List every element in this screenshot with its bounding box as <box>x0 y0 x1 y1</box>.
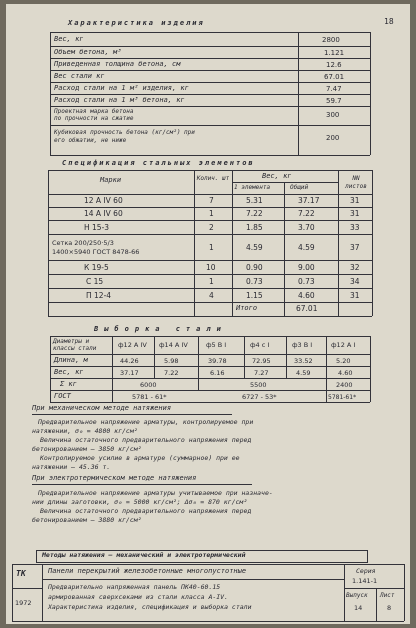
spec-one: 7.22 <box>246 209 263 218</box>
spec-count: 1 <box>209 209 214 218</box>
stamp-desc-line: армированная сверхсеками из стали класса А-IV. <box>48 593 229 601</box>
spec-count: 7 <box>209 196 214 205</box>
selection-cell: 5781 - 61* <box>132 393 167 401</box>
drawing-sheet <box>6 4 410 624</box>
char-value-weight: 2800 <box>322 36 340 44</box>
spec-one: 5.31 <box>246 196 263 205</box>
char-label-thickness: Приведенная толщина бетона, см <box>54 60 181 68</box>
selection-cell: 4.59 <box>296 369 311 377</box>
mech-heading: При механическом методе натяжения <box>32 404 172 412</box>
spec-mark: К 19-5 <box>84 263 109 272</box>
page-number: 18 <box>384 17 394 26</box>
spec-header-weight: Вес, кг <box>262 172 292 180</box>
spec-total: 4.59 <box>298 243 315 252</box>
selection-col-header: ф12 А IV <box>118 341 147 349</box>
spec-count: 10 <box>206 263 216 272</box>
spec-mark: 14 А IV 60 <box>84 209 123 218</box>
spec-count: 4 <box>209 291 214 300</box>
mech-line: натяжении, σ₀ = 4800 кг/см² <box>32 427 138 435</box>
mech-line: натяжении — 45.36 т. <box>32 463 111 471</box>
stamp-desc-line: Характеристика изделия, спецификация и выборка стали <box>48 603 252 611</box>
stamp-tk: ТК <box>16 569 26 578</box>
spec-header-one-element: 1 элемента <box>234 184 271 191</box>
spec-count: 1 <box>209 243 214 252</box>
spec-sheet: 31 <box>350 209 360 218</box>
selection-cell: 5781-61* <box>328 394 357 401</box>
spec-total-label: Итого <box>236 304 258 312</box>
char-label-steel-weight: Вес стали кг <box>54 72 105 80</box>
spec-count: 2 <box>209 223 214 232</box>
char-value-steel-per-m2: 7.47 <box>326 85 342 93</box>
char-value-concrete-volume: 1.121 <box>324 49 345 57</box>
selection-cell: 4.60 <box>338 369 353 377</box>
selection-cell: 2400 <box>336 381 353 389</box>
spec-mark: 12 А IV 60 <box>84 196 123 205</box>
spec-sheet: 37 <box>350 243 360 252</box>
spec-total: 37.17 <box>298 196 320 205</box>
char-value-thickness: 12.6 <box>326 61 342 69</box>
stamp-series-value: 1.141-1 <box>352 577 378 585</box>
char-label-cube-strength: Кубиковая прочность бетона (кг/см²) при его обжатии, не ниже <box>54 129 195 144</box>
char-label-weight: Вес, кг <box>54 35 84 43</box>
selection-col-header: ф14 А IV <box>159 341 188 349</box>
stamp-sheet-label: Лист <box>380 592 395 599</box>
selection-cell: 7.27 <box>254 369 269 377</box>
stamp-title: Панели перекрытий железобетонные многопустотные <box>48 567 247 575</box>
spec-one: 0.90 <box>246 263 263 272</box>
char-label-steel-per-m2: Расход стали на 1 м² изделия, кг <box>54 84 189 92</box>
char-value-steel-per-m3: 59.7 <box>326 97 342 105</box>
spec-total: 3.70 <box>298 223 315 232</box>
spec-count: 1 <box>209 277 214 286</box>
selection-cell: 44.26 <box>120 357 139 365</box>
selection-diam-label: Диаметры и классы стали <box>53 338 97 352</box>
stamp-year: 1972 <box>15 599 32 607</box>
selection-title: Выборка стали <box>94 325 227 333</box>
spec-sheet: 33 <box>350 223 360 232</box>
stamp-desc-line: Предварительно напряженная панель ПК40-60.15 <box>48 583 221 591</box>
selection-row-label: Длина, м <box>54 356 88 364</box>
elec-line: бетонированием — 3880 кг/см² <box>32 516 142 524</box>
selection-cell: 37.17 <box>120 369 139 377</box>
selection-cell: 5.20 <box>336 357 351 365</box>
elec-line: Величина остаточного предварительного напряжения перед <box>40 507 252 515</box>
selection-cell: 39.78 <box>208 357 227 365</box>
char-value-cube-strength: 200 <box>326 134 340 142</box>
selection-col-header: ф5 В I <box>206 341 227 349</box>
stamp-issue-value: 14 <box>354 604 363 612</box>
spec-one: 1.15 <box>246 291 263 300</box>
spec-one: 4.59 <box>246 243 263 252</box>
spec-total: 9.00 <box>298 263 315 272</box>
spec-sheet: 31 <box>350 291 360 300</box>
char-value-steel-weight: 67.01 <box>324 73 345 81</box>
mech-line: Контролируемое усилие в арматуре (суммарное) при ее <box>40 454 240 462</box>
spec-total: 0.73 <box>298 277 315 286</box>
selection-cell: 5.98 <box>164 357 179 365</box>
char-label-concrete-volume: Объем бетона, м³ <box>54 48 122 56</box>
selection-col-header: ф3 В I <box>292 341 313 349</box>
mech-line: Величина остаточного предварительного напряжения перед <box>40 436 252 444</box>
spec-header-count: Колич. шт <box>196 175 230 182</box>
spec-mark: П 12-4 <box>86 291 112 300</box>
spec-total: 4.60 <box>298 291 315 300</box>
spec-sheet: 32 <box>350 263 360 272</box>
selection-row-label: Вес, кг <box>54 368 84 376</box>
selection-cell: 6727 - 53* <box>242 393 277 401</box>
spec-header-sheets: NN листов <box>345 175 367 190</box>
selection-cell: 72.95 <box>252 357 271 365</box>
spec-header-marks: Марки <box>100 176 122 184</box>
elec-line: Предварительное напряжение арматуры учитываемое при назначе- <box>38 489 273 497</box>
char-label-concrete-grade: Проектная марка бетона по прочности на сжатие <box>54 108 134 122</box>
selection-row-label: Σ кг <box>60 380 77 388</box>
methods-line: Методы натяжения — механический и электротермический <box>42 551 246 559</box>
selection-cell: 7.22 <box>164 369 179 377</box>
stamp-series-label: Серия <box>356 567 376 575</box>
stamp-sheet-value: 8 <box>387 604 392 612</box>
selection-cell: 6000 <box>140 381 157 389</box>
selection-cell: 6.16 <box>210 369 225 377</box>
spec-total-value: 67.01 <box>296 304 318 313</box>
selection-col-header: ф12 А I <box>331 341 356 349</box>
spec-one: 1.85 <box>246 223 263 232</box>
spec-mark: Н 15-3 <box>84 223 110 232</box>
elec-heading: При электротермическом методе натяжения <box>32 474 197 482</box>
selection-cell: 33.52 <box>294 357 313 365</box>
spec-one: 0.73 <box>246 277 263 286</box>
spec-mark: С 15 <box>86 277 104 286</box>
char-value-concrete-grade: 300 <box>326 111 340 119</box>
characteristics-title: Характеристика изделия <box>68 19 205 27</box>
char-label-steel-per-m3: Расход стали на 1 м³ бетона, кг <box>54 96 185 104</box>
spec-sheet: 31 <box>350 196 360 205</box>
spec-mark-mesh: Сетка 200/250·5/3 1400×5940 ГОСТ 8478-66 <box>52 239 140 256</box>
mech-line: бетонированием — 3850 кг/см² <box>32 445 142 453</box>
elec-line: нии длины заготовки, σ₀ = 5000 кг/см²; Δσ₀ = 870 кг/см² <box>32 498 248 506</box>
mech-line: Предварительное напряжение арматуры, контролируемое при <box>38 418 254 426</box>
spec-title: Спецификация стальных элементов <box>62 159 255 167</box>
spec-header-total: Общий <box>290 184 309 191</box>
selection-cell: 5500 <box>250 381 267 389</box>
stamp-issue-label: Выпуск <box>346 592 368 599</box>
selection-col-header: ф4 с I <box>250 341 270 349</box>
spec-total: 7.22 <box>298 209 315 218</box>
spec-sheet: 34 <box>350 277 360 286</box>
selection-row-label: ГОСТ <box>54 392 71 400</box>
